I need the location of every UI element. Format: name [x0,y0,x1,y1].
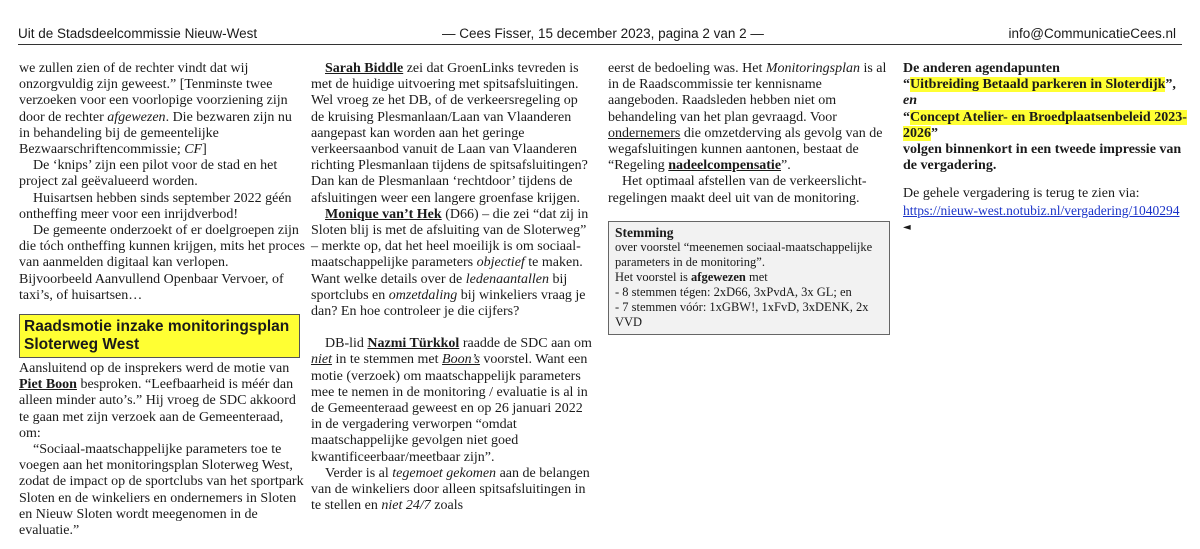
header-email[interactable]: info@CommunicatieCees.nl [1008,26,1176,41]
arrow-left-icon: ◄ [903,221,911,233]
paragraph: Aansluitend op de insprekers werd de motie van Piet Boon besproken. “Leefbaarheid is méér dan alleen minder auto’s.” Hij vroeg de SDC akkoord te gaan met zijn verzoek aan de Gemeenteraad, om: [19,361,296,441]
agenda-intro: De anderen agendapunten [903,61,1060,76]
agenda-item: “Concept Atelier- en Broedplaatsenbeleid 2023-2026” [903,109,1187,141]
agenda-outro: volgen binnenkort in een tweede impressie van de vergadering. [903,142,1182,174]
votes-against: - 8 stemmen tégen: 2xD66, 3xPvdA, 3x GL; en [615,284,852,299]
agenda-item: “Uitbreiding Betaald parkeren in Sloterdijk”, [903,77,1176,93]
column-4 [903,61,1193,236]
paragraph: eerst de bedoeling was. Het Monitoringsplan is al in de Raadscommissie ter kennisname aangeboden. Raadsleden hebben niet om behandeling van het plan gevraagd. Voor ondernemers die omzetderving als gevolg van de wegafsluitingen kunnen aantonen, bestaat de “Regeling nadeelcompensatie”. [608,61,887,174]
header-source: Uit de Stadsdeelcommissie Nieuw-West [18,26,258,41]
paragraph: Het optimaal afstellen van de verkeerslicht-regelingen maakt deel uit van de monitoring. [608,174,867,206]
column-2 [311,61,594,514]
video-text: De gehele vergadering is terug te zien via: [903,186,1140,202]
paragraph: Verder is al tegemoet gekomen aan de belangen van de winkeliers door alleen spitsafsluitingen in te stellen en niet 24/7 zoals [311,465,590,514]
column-1 [19,61,305,539]
vote-title: Stemming [615,224,674,240]
votes-for: - 7 stemmen vóór: 1xGBW!, 1xFvD, 3xDENK, 2x VVD [615,299,869,329]
person-name: Piet Boon [19,377,77,393]
vote-result: Het voorstel is afgewezen met [615,269,768,284]
paragraph: Sarah Biddle zei dat GroenLinks tevreden is met de huidige uitvoering met spitsafsluitingen. Wel vroeg ze het DB, of de verkeersregeling op de kruising Plesmanlaan/Laan van Vlaanderen aangepast kan worden aan het geringe verkeersaanbod vanuit de Laan van Vlaanderen richting Plesmanlaan tijdens de spitsafsluitingen? Dan kan de Plesmanlaan ‘rechtdoor’ tijdens de afsluitingen weer een langere groenfase krijgen. [311,61,588,206]
page-header [18,26,1182,45]
quote-paragraph: “Sociaal-maatschappelijke parameters toe te voegen aan het monitoringsplan Sloterweg West, zodat de impact op de sportclubs van het sportpark Sloten en de winkeliers en ondernemers in Sloten en Nieuw Sloten wordt meegenomen in de evaluatie.” [19,442,304,539]
person-name: Sarah Biddle [325,61,404,76]
paragraph: Monique van’t Hek (D66) – die zei “dat zij in Sloten blij is met de afsluiting van de Sloterweg” – merkte op, dat het heel moeilijk is om sociaal-maatschappelijke parameters objectief te maken. Want welke details over de ledenaantallen bij sportclubs en omzetdaling bij winkeliers vraag je dan? En hoe controleer je die cijfers? [311,206,589,320]
meeting-video-link[interactable]: https://nieuw-west.notubiz.nl/vergadering/1040294 [903,202,1180,218]
paragraph: we zullen zien of de rechter vindt dat wij onzorgvuldig zijn geweest.” [Tenminste twee verzoeken voor een voorlopige voorziening zijn door de rechter afgewezen. Die bezwaren zijn nu in behandeling bij de gemeentelijke Bezwaarschriftencommissie; CF] [19,61,292,158]
paragraph: De gemeente onderzoekt of er doelgroepen zijn die tóch ontheffing kunnen krijgen, mits het proces van aanmelden digitaal kan verlopen. Bijvoorbeeld Aanvullend Openbaar Vervoer, of taxi’s, of huisartsen… [19,223,305,303]
vote-result-box [608,221,890,335]
column-3 [608,61,890,335]
section-headline: Raadsmotie inzake monitoringsplan Sloterweg West [19,314,300,358]
person-name: Monique van’t Hek [325,206,442,222]
header-author-date: — Cees Fisser, 15 december 2023, pagina 2 van 2 — [442,26,764,41]
person-name: Nazmi Türkkol [367,336,460,352]
paragraph: Huisartsen hebben sinds september 2022 géén ontheffing meer voor een inrijdverbod! [19,190,292,222]
vote-motion: over voorstel “meenemen sociaal-maatschappelijke parameters in de monitoring”. [615,239,873,269]
paragraph: DB-lid Nazmi Türkkol raadde de SDC aan om niet in te stemmen met Boon’s voorstel. Want een motie (verzoek) om maatschappelijk parameters mee te nemen in de monitoring / evaluatie is al in de Gemeenteraad geweest en op 26 januari 2022 in de vergadering verworpen “omdat maatschappelijke gevolgen niet goed kwantificeerbaar/meetbaar zijn”. [311,336,592,465]
paragraph: De ‘knips’ zijn een pilot voor de stad en het project zal geëvalueerd worden. [19,158,278,190]
agenda-conjunction: en [903,93,917,109]
